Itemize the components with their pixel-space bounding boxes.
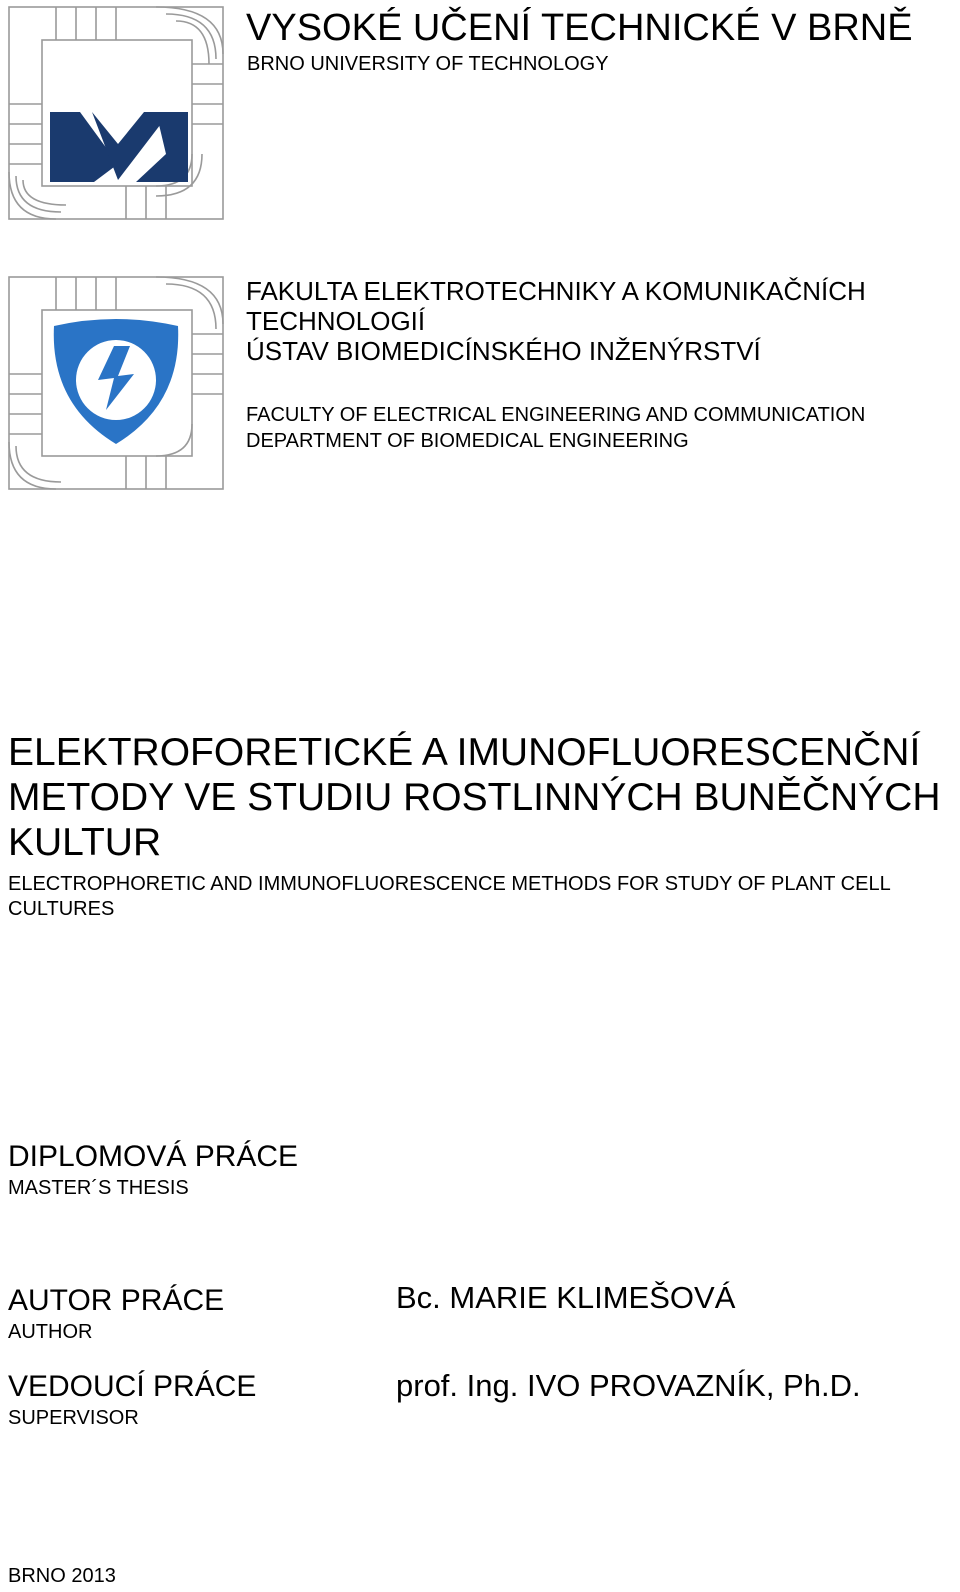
faculty-cz-line: FAKULTA ELEKTROTECHNIKY A KOMUNIKAČNÍCH	[246, 276, 866, 306]
department-cz: ÚSTAV BIOMEDICÍNSKÉHO INŽENÝRSTVÍ	[246, 336, 761, 366]
author-label-cz: AUTOR PRÁCE	[8, 1284, 225, 1317]
thesis-type-en: MASTER´S THESIS	[8, 1177, 189, 1199]
thesis-title-en: ELECTROPHORETIC AND IMMUNOFLUORESCENCE METHODS FOR STUDY OF PLANT CELL CULTURES	[8, 873, 890, 920]
university-name-cz: VYSOKÉ UČENÍ TECHNICKÉ V BRNĚ	[246, 7, 913, 49]
faculty-en-line: FACULTY OF ELECTRICAL ENGINEERING AND COMMUNICATION	[246, 404, 866, 426]
supervisor-label-cz: VEDOUCÍ PRÁCE	[8, 1370, 257, 1403]
author-label-en: AUTHOR	[8, 1321, 93, 1343]
faculty-en	[246, 402, 865, 454]
author-name: Bc. MARIE KLIMEŠOVÁ	[396, 1280, 736, 1315]
supervisor-name: prof. Ing. IVO PROVAZNÍK, Ph.D.	[396, 1368, 861, 1403]
city-year: BRNO 2013	[8, 1565, 116, 1587]
supervisor-label-en: SUPERVISOR	[8, 1407, 139, 1429]
faculty-cz-line: TECHNOLOGIÍ	[246, 306, 426, 336]
thesis-type-cz: DIPLOMOVÁ PRÁCE	[8, 1140, 299, 1173]
feec-shield-lightning-icon	[6, 274, 226, 492]
university-name-en: BRNO UNIVERSITY OF TECHNOLOGY	[247, 53, 609, 75]
faculty-cz	[246, 276, 866, 366]
vut-logo-icon	[6, 4, 226, 222]
thesis-title-cz: ELEKTROFORETICKÉ A IMUNOFLUORESCENČNÍ METODY VE STUDIU ROSTLINNÝCH BUNĚČNÝCH KULTUR	[8, 731, 941, 864]
department-en: DEPARTMENT OF BIOMEDICAL ENGINEERING	[246, 430, 689, 452]
